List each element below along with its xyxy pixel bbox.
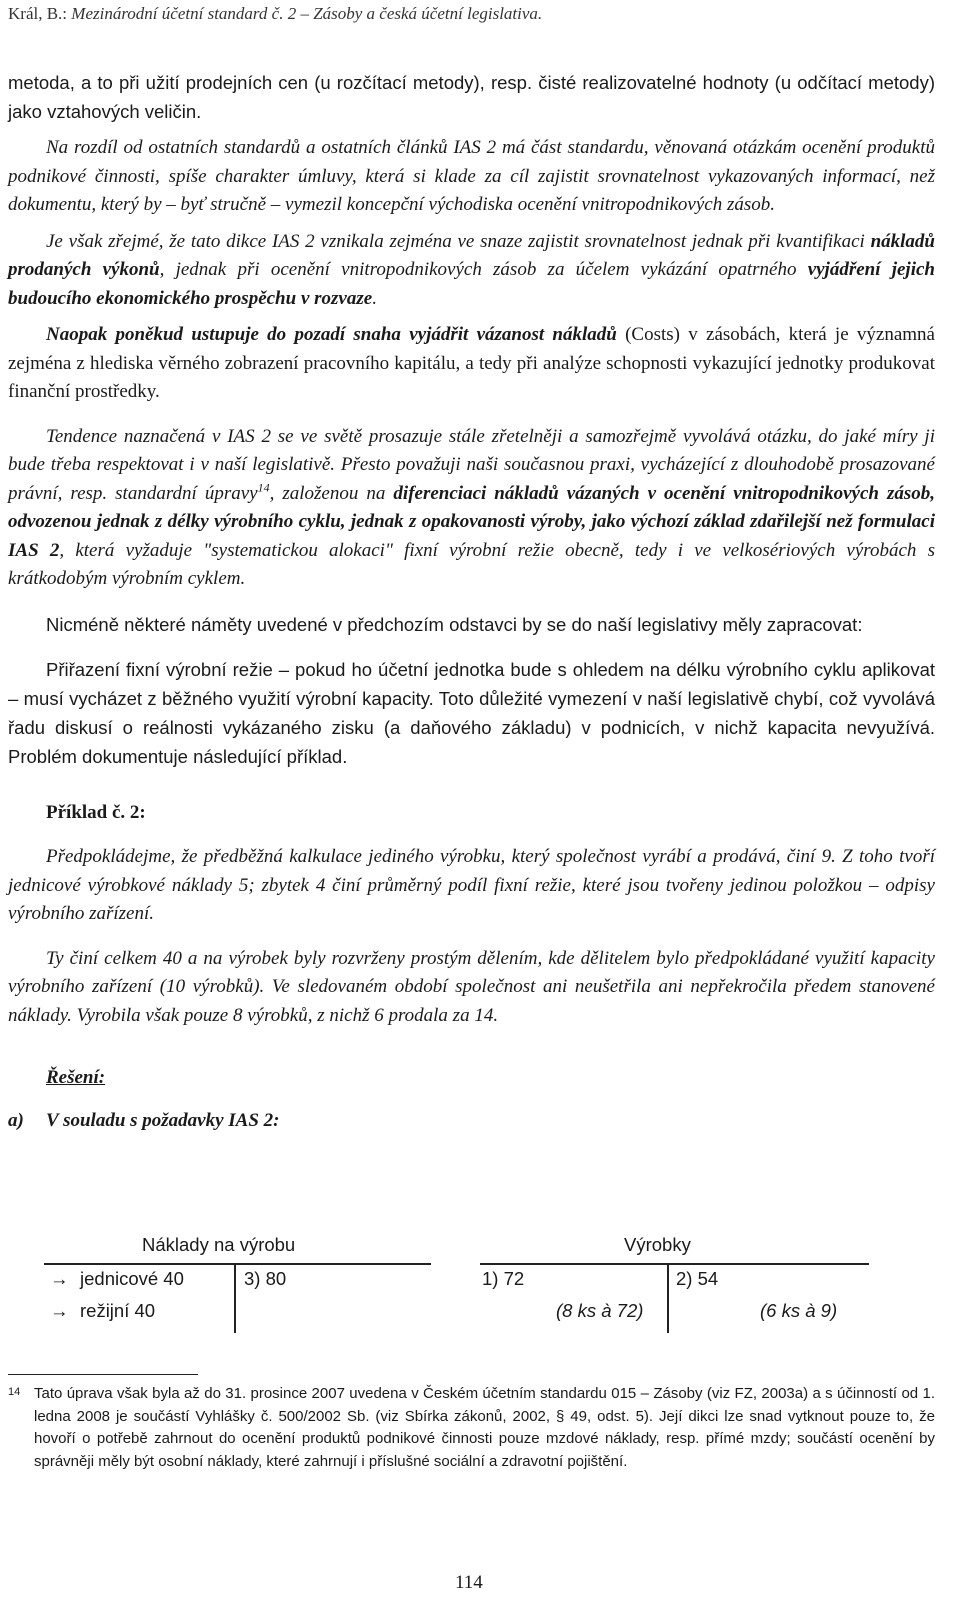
paragraph-6: Nicméně některé náměty uvedené v předchozím odstavci by se do naší legislativy měly zapracovat: (46, 613, 863, 635)
paragraph-2: Na rozdíl od ostatních standardů a ostatních článků IAS 2 má část standardu, věnovaná otázkám ocenění produktů podnikové činnosti, spíše charakter úmluvy, která si klade za cíl zajistit srovnatelnost vykazovaných informací, než dokumentu, který by – byť stručně – vymezil koncepční východiska ocenění vnitropodnikových zásob. (8, 137, 935, 215)
paragraph-3 (8, 228, 935, 314)
account-products-divider (667, 1263, 669, 1333)
body-text (8, 68, 935, 1135)
p3-part-a: Je však zřejmé, že tato dikce IAS 2 vznikala zejména ve snaze zajistit srovnatelnost jednak při kvantifikaci (46, 230, 871, 252)
paragraph-1: metoda, a to při užití prodejních cen (u rozčítací metody), resp. čisté realizovatelné hodnoty (u odčítací metody) jako vztahových veličin. (8, 72, 935, 122)
p4-emphasis: Naopak poněkud ustupuje do pozadí snaha vyjádřit vázanost nákladů (46, 324, 617, 345)
products-debit-entry: 1) 72 (482, 1268, 525, 1289)
arrow-icon: → (50, 1300, 69, 1321)
account-costs-title: Náklady na výrobu (142, 1234, 296, 1255)
p3-emphasis-benefit: vyjádření jejich budoucího ekonomického prospěchu v rozvaze (8, 259, 935, 309)
footnote-ref-14: 14 (257, 480, 270, 495)
paragraph-5 (8, 423, 935, 594)
row-overhead-costs: režijní 40 (80, 1300, 156, 1321)
paragraph-8: Předpokládejme, že předběžná kalkulace jediného výrobku, který společnost vyrábí a prodává, činí 9. Z toho tvoří jednicové výrobkové náklady 5; zbytek 4 činí průměrný podíl fixní režie, které jsou tvořeny jedinou položkou – odpisy výrobního zařízení. (8, 846, 935, 924)
products-credit-note: (6 ks à 9) (760, 1300, 838, 1321)
account-products-title: Výrobky (624, 1234, 691, 1255)
footnote-14 (8, 1383, 935, 1473)
section-a-text: V souladu s požadavky IAS 2: (46, 1109, 280, 1131)
paragraph-9: Ty činí celkem 40 a na výrobek byly rozvrženy prostým dělením, kde dělitelem bylo předpokládané využití kapacity výrobního zařízení (10 výrobků). Ve sledovaném období společnost ani neušetřila ani nepřekročila předem stanovené náklady. Vyrobila však pouze 8 výrobků, z nichž 6 prodala za 14. (8, 947, 935, 1026)
p5-emphasis: diferenciaci nákladů vázaných v ocenění vnitropodnikových zásob, odvozenou jednak z délky výrobního cyklu, jednak z opakovanosti výroby, jako výchozí základ zdařilejší než formulaci IAS 2 (8, 482, 935, 561)
p5-part-d: , která vyžaduje "systematickou alokaci" fixní výrobní režie obecně, tedy i ve velkosériových výrobách s krátkodobým výrobním cyklem. (8, 539, 935, 589)
section-a-letter: a) (8, 1109, 24, 1131)
products-debit-note: (8 ks à 72) (556, 1300, 644, 1321)
paragraph-4 (8, 321, 935, 407)
p5-part-b: , založenou na (269, 482, 394, 504)
arrow-icon: → (50, 1268, 69, 1289)
footnote-number: 14 (8, 1386, 21, 1398)
account-products-top-rule (480, 1263, 869, 1265)
header-author: Král, B.: (8, 4, 72, 23)
p3-part-e: . (372, 287, 377, 309)
p4-rest: (Costs) v zásobách, která je významná zejména z hlediska věrného zobrazení pracovního kapitálu, a tedy při analýze schopnosti vykazující jednotky produkovat finanční prostředky. (8, 324, 935, 402)
t-accounts (0, 1230, 960, 1340)
paragraph-7: Přiřazení fixní výrobní režie – pokud ho účetní jednotka bude s ohledem na délku výrobního cyklu aplikovat – musí vycházet z běžného využití výrobní kapacity. Toto důležité vymezení v naší legislativě chybí, což vyvolává řadu diskusí o reálnosti vykázaného zisku (a daňového základu) v podnicích, v nichž kapacita nevyužívá. Problém dokumentuje následující příklad. (8, 658, 935, 767)
running-header (8, 4, 542, 24)
header-title: Mezinárodní účetní standard č. 2 – Zásoby a česká účetní legislativa. (71, 4, 543, 23)
footnote-text: Tato úprava však byla až do 31. prosince 2007 uvedena v Českém účetním standardu 015 – Zásoby (viz FZ, 2003a) a s účinností od 1. ledna 2008 je součástí Vyhlášky č. 500/2002 Sb. (viz Sbírka zákonů, 2002, § 49, odst. 5). Její dikci lze snad vytknout pouze to, že hovoří o potřebě zahrnout do ocenění produktů podnikové činnosti pouze mzdové náklady, resp. přímé mzdy; součástí ocenění by správněji měly být osobní náklady, které zahrnují i příslušné sociální a zdravotní pojištění. (34, 1385, 935, 1470)
solution-label: Řešení: (46, 1067, 106, 1088)
account-costs-top-rule (44, 1263, 431, 1265)
products-credit-entry: 2) 54 (676, 1268, 719, 1289)
p3-emphasis-costs: nákladů prodaných výkonů (8, 230, 935, 280)
example-label: Příklad č. 2: (46, 801, 146, 823)
p5-part-a: Tendence naznačená v IAS 2 se ve světě prosazuje stále zřetelněji a samozřejmě vyvolává otázku, do jaké míry ji bude třeba respektovat i v naší legislativě. Přesto považuji naši současnou praxi, vycházející z dlouhodobě prosazované právní, resp. standardní úpravy (8, 425, 935, 504)
account-costs-divider (234, 1263, 236, 1333)
footnote-separator (8, 1374, 198, 1375)
p3-part-c: , jednak při ocenění vnitropodnikových zásob za účelem vykázání opatrného (159, 259, 808, 280)
page-number: 114 (455, 1572, 483, 1593)
row-direct-costs: jednicové 40 (80, 1268, 184, 1289)
costs-credit-entry: 3) 80 (244, 1268, 287, 1289)
section-a-heading (8, 1107, 935, 1136)
